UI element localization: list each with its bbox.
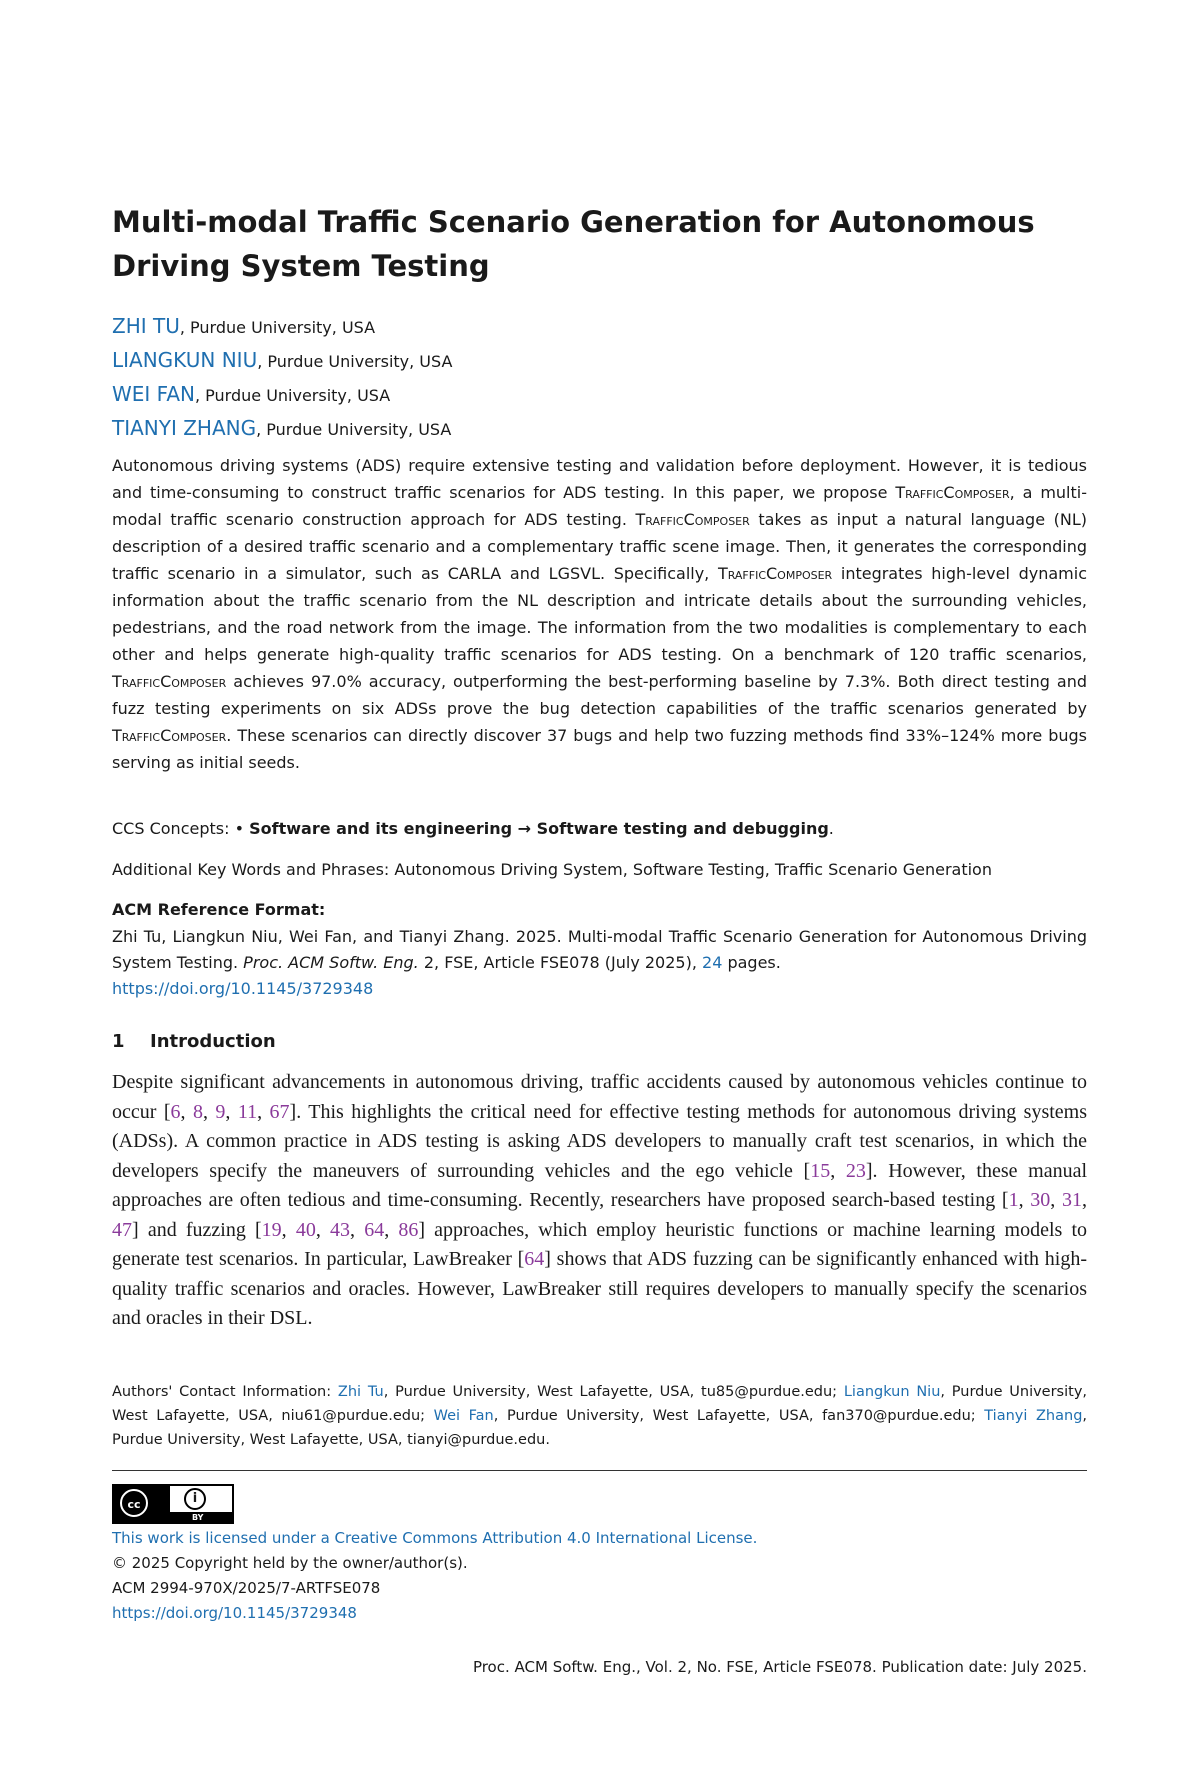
intro-text: ] shows that ADS fuzzing can be significantly enhanced with high-quality traffic scenarios and oracles. However, LawBreaker still requires developers to manually specify the scenarios and oracles in their DSL. [112,1248,1087,1329]
citation-link[interactable]: 23 [845,1159,866,1182]
author-name[interactable]: ZHI TU [112,314,180,338]
intro-text: Despite significant advancements in autonomous driving, traffic accidents caused by autonomous vehicles continue to occur [ [112,1071,1087,1123]
abstract-text: , a multi-modal traffic scenario construction approach for ADS testing. [112,483,1087,529]
pages-link[interactable]: 24 [702,953,723,972]
section-heading [112,1028,1087,1056]
citation-link[interactable]: 86 [398,1218,419,1241]
license-link[interactable]: This work is licensed under a Creative Commons Attribution 4.0 International License. [112,1529,758,1547]
tool-name: TrafficComposer [112,726,227,745]
intro-text: ]. However, these manual approaches are often tedious and time-consuming. Recently, researchers have proposed search-based testing [ [112,1159,1088,1211]
reference-text: 2, FSE, Article FSE078 (July 2025), [418,953,703,972]
footnote-divider [112,1470,1087,1471]
citation-link[interactable]: 43 [330,1218,351,1241]
contact-details: , Purdue University, West Lafayette, USA, niu61@purdue.edu; [112,1384,1088,1424]
ccs-end: . [828,819,834,838]
by-label: BY [192,1513,204,1522]
citation-link[interactable]: 30 [1030,1189,1051,1211]
issn-line: ACM 2994-970X/2025/7-ARTFSE078 [112,1579,381,1597]
license-doi-link[interactable]: https://doi.org/10.1145/3729348 [112,1604,357,1622]
ccs-concepts [112,817,1087,841]
abstract-text: Autonomous driving systems (ADS) require extensive testing and validation before deployment. However, it is tedious and time-consuming to construct traffic scenarios for ADS testing. In this paper, we propose [112,456,1087,502]
intro-paragraph: Despite significant advancements in autonomous driving, traffic accidents caused by autonomous vehicles continue to occur [6, 8, 9, 11, 67]. This highlights the critical need for effective testing methods for autonomous driving systems (ADSs). A common practice in ADS testing is asking ADS developers to manually craft test scenarios, in which the developers specify the maneuvers of surrounding vehicles and the ego vehicle [15, 23]. However, these manual approaches are often tedious and time-consuming. Recently, researchers have proposed search-based testing [1, 30, 31, 47] and fuzzing [19, 40, 43, 64, 86] approaches, which employ heuristic functions or machine learning models to generate test scenarios. In particular, LawBreaker [64] shows that ADS fuzzing can be significantly enhanced with high-quality traffic scenarios and oracles. However, LawBreaker still requires developers to manually specify the scenarios and oracles in their DSL. [112,1071,1088,1329]
tool-name: TrafficComposer [635,510,750,529]
author-affiliation: , Purdue University, USA [257,352,453,371]
contact-details: , Purdue University, West Lafayette, USA, tu85@purdue.edu; [383,1384,844,1400]
contact-name-link[interactable]: Zhi Tu [337,1384,384,1400]
citation-link[interactable]: 8 [192,1100,203,1123]
page-footer: Proc. ACM Softw. Eng., Vol. 2, No. FSE, Article FSE078. Publication date: July 2025. [472,1658,1087,1676]
intro-text: ] and fuzzing [ [132,1218,262,1241]
reference-text: pages. [722,953,781,972]
citation-link[interactable]: 31 [1062,1189,1082,1211]
author-name[interactable]: LIANGKUN NIU [112,348,258,372]
author-affiliation: , Purdue University, USA [194,386,391,405]
citation-link[interactable]: 67 [269,1100,290,1123]
author-line [112,310,1087,344]
contact-name-link[interactable]: Tianyi Zhang [984,1408,1083,1424]
reference-text: Zhi Tu, Liangkun Niu, Wei Fan, and Tianyi Zhang. 2025. Multi-modal Traffic Scenario Generation for Autonomous Driving System Testing. [112,927,1087,972]
abstract-text: . These scenarios can directly discover 37 bugs and help two fuzzing methods find 33%–124% more bugs serving as initial seeds. [112,726,1087,772]
citation-link[interactable]: 9 [215,1100,226,1123]
keywords: Additional Key Words and Phrases: Autonomous Driving System, Software Testing, Traffic Scenario Generation [112,860,992,879]
license-block [112,1526,1087,1626]
section-number: 1 [112,1031,125,1052]
author-line [112,344,1087,378]
paper-title: Multi-modal Traffic Scenario Generation for Autonomous Driving System Testing [112,205,1035,283]
contact-details: , Purdue University, West Lafayette, USA, tianyi@purdue.edu. [112,1408,1088,1448]
abstract-text: integrates high-level dynamic information about the traffic scenario from the NL description and intricate details about the surrounding vehicles, pedestrians, and the road network from the image. The information from the two modalities is complementary to each other and helps generate high-quality traffic scenarios for ADS testing. On a benchmark of 120 traffic scenarios, [112,564,1088,664]
section-title: Introduction [150,1031,276,1052]
author-name[interactable]: TIANYI ZHANG [112,416,257,440]
reference-venue: Proc. ACM Softw. Eng. [243,953,419,972]
citation-link[interactable]: 15 [810,1159,831,1182]
author-name[interactable]: WEI FAN [112,382,195,406]
author-line [112,378,1087,412]
citation-link[interactable]: 40 [295,1218,316,1241]
copyright-notice: © 2025 Copyright held by the owner/author(s). [112,1554,468,1572]
abstract [112,452,1087,776]
citation-link[interactable]: 6 [170,1100,181,1123]
tool-name: TrafficComposer [717,564,833,583]
reference-heading: ACM Reference Format: [112,900,326,919]
intro-text: ]. This highlights the critical need for effective testing methods for autonomous driving systems (ADSs). A common practice in ADS testing is asking ADS developers to manually craft test scenarios, in which the developers specify the maneuvers of surrounding vehicles and the ego vehicle [ [112,1100,1087,1182]
contact-details: , Purdue University, West Lafayette, USA, fan370@purdue.edu; [493,1408,985,1424]
ccs-label: CCS Concepts: • [112,819,245,838]
author-line [112,412,1087,446]
author-affiliation: , Purdue University, USA [256,420,452,439]
author-list [112,310,1087,446]
abstract-text: achieves 97.0% accuracy, outperforming the best-performing baseline by 7.3%. Both direct testing and fuzz testing experiments on six ADSs prove the bug detection capabilities of the traffic scenarios generated by [112,672,1087,718]
tool-name: TrafficComposer [112,672,227,691]
contact-label: Authors' Contact Information: [112,1384,338,1400]
citation-link[interactable]: 47 [112,1218,132,1241]
intro-text: ] approaches, which employ heuristic functions or machine learning models to generate test scenarios. In particular, LawBreaker [ [112,1218,1088,1270]
citation-link[interactable]: 11 [237,1100,258,1123]
ccs-concept: Software and its engineering → Software testing and debugging [249,819,829,838]
cc-icon: cc [120,1489,148,1517]
author-contact-info [112,1380,1087,1452]
reference-format [112,924,1087,1002]
citation-link[interactable]: 1 [1008,1189,1019,1211]
tool-name: TrafficComposer [895,483,1010,502]
attribution-icon: i [184,1488,206,1510]
cc-by-license-badge[interactable] [112,1484,234,1524]
contact-name-link[interactable]: Wei Fan [433,1408,494,1424]
contact-name-link[interactable]: Liangkun Niu [843,1384,941,1400]
citation-link[interactable]: 64 [524,1248,545,1270]
author-affiliation: , Purdue University, USA [179,318,376,337]
citation-link[interactable]: 64 [364,1218,385,1241]
reference-doi-link[interactable]: https://doi.org/10.1145/3729348 [112,979,374,998]
abstract-text: takes as input a natural language (NL) description of a desired traffic scenario and a complementary traffic scene image. Then, it generates the corresponding traffic scenario in a simulator, such as CARLA and LGSVL. Specifically, [112,510,1088,583]
citation-link[interactable]: 19 [261,1218,282,1241]
